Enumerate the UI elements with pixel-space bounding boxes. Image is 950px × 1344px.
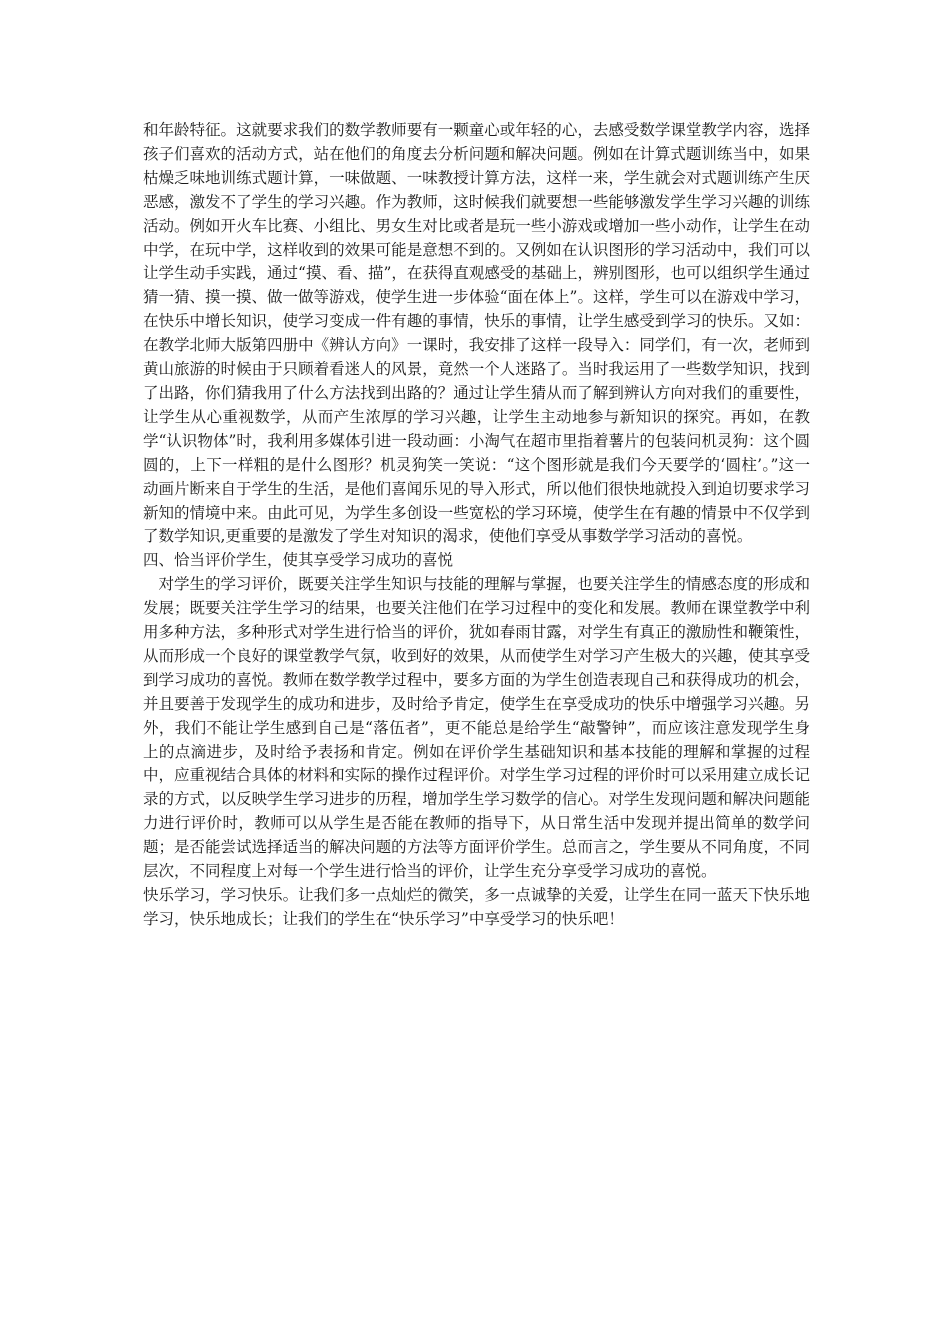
paragraph-1: 和年龄特征。这就要求我们的数学教师要有一颗童心或年轻的心，去感受数学课堂教学内容，选择孩子们喜欢的活动方式，站在他们的角度去分析问题和解决问题。例如在计算式题训练当中，如果枯燥乏味地训练式题计算，一味做题、一味教授计算方法，这样一来，学生就会对式题训练产生厌恶感，激发不了学生的学习兴趣。作为教师，这时候我们就要想一些能够激发学生学习兴趣的训练活动。例如开火车比赛、小组比、男女生对比或者是玩一些小游戏或增加一些小动作，让学生在动中学，在玩中学，这样收到的效果可能是意想不到的。又例如在认识图形的学习活动中，我们可以让学生动手实践，通过“摸、看、描”，在获得直观感受的基础上，辨别图形，也可以组织学生通过猜一猜、摸一摸、做一做等游戏，使学生进一步体验“面在体上”。这样，学生可以在游戏中学习，在快乐中增长知识，使学习变成一件有趣的事情，快乐的事情，让学生感受到学习的快乐。又如：在教学北师大版第四册中《辨认方向》一课时，我安排了这样一段导入：同学们，有一次，老师到黄山旅游的时候由于只顾着看迷人的风景，竟然一个人迷路了。当时我运用了一些数学知识，找到了出路，你们猜我用了什么方法找到出路的？通过让学生猜从而了解到辨认方向对我们的重要性，让学生从心重视数学，从而产生浓厚的学习兴趣，让学生主动地参与新知识的探究。再如，在教学“认识物体”时，我利用多媒体引进一段动画：小淘气在超市里指着薯片的包装问机灵狗：这个圆圆的，上下一样粗的是什么图形？机灵狗笑一笑说：“这个图形就是我们今天要学的‘圆柱’。”这一动画片断来自于学生的生活，是他们喜闻乐见的导入形式，所以他们很快地就投入到迫切要求学习新知的情境中来。由此可见，为学生多创设一些宽松的学习环境，使学生在有趣的情景中不仅学到了数学知识,更重要的是激发了学生对知识的渴求，使他们享受从事数学学习活动的喜悦。	[143, 121, 810, 546]
document-body	[143, 119, 810, 932]
paragraph-2: 对学生的学习评价，既要关注学生知识与技能的理解与掌握，也要关注学生的情感态度的形成和发展；既要关注学生学习的结果，也要关注他们在学习过程中的变化和发展。教师在课堂教学中利用多种方法，多种形式对学生进行恰当的评价，犹如春雨甘露，对学生有真正的激励性和鞭策性，从而形成一个良好的课堂教学气氛，收到好的效果，从而使学生对学习产生极大的兴趣，使其享受到学习成功的喜悦。教师在数学教学过程中，要多方面的为学生创造表现自己和获得成功的机会，并且要善于发现学生的成功和进步，及时给予肯定，使学生在享受成功的快乐中增强学习兴趣。另外，我们不能让学生感到自己是“落伍者”，更不能总是给学生“敲警钟”，而应该注意发现学生身上的点滴进步，及时给予表扬和肯定。例如在评价学生基础知识和基本技能的理解和掌握的过程中，应重视结合具体的材料和实际的操作过程评价。对学生学习过程的评价时可以采用建立成长记录的方式，以反映学生学习进步的历程，增加学生学习数学的信心。对学生发现问题和解决问题能力进行评价时，教师可以从学生是否能在教师的指导下，从日常生活中发现并提出简单的数学问题；是否能尝试选择适当的解决问题的方法等方面评价学生。总而言之，学生要从不同角度，不同层次，不同程度上对每一个学生进行恰当的评价，让学生充分享受学习成功的喜悦。	[143, 575, 810, 881]
paragraph-3: 快乐学习，学习快乐。让我们多一点灿烂的微笑，多一点诚挚的关爱，让学生在同一蓝天下快乐地学习，快乐地成长；让我们的学生在“快乐学习”中享受学习的快乐吧！	[143, 886, 810, 928]
section-heading-4: 四、恰当评价学生，使其享受学习成功的喜悦	[143, 551, 454, 570]
